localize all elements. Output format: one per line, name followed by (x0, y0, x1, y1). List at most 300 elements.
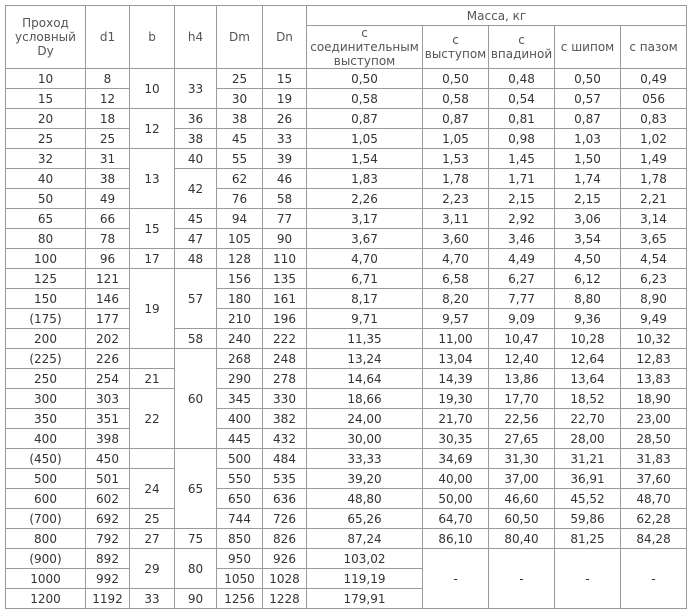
cell-m1: 65,26 (307, 509, 423, 529)
cell-dn: 77 (263, 209, 307, 229)
cell-m3: 0,81 (489, 109, 555, 129)
cell-d1: 12 (86, 89, 130, 109)
cell-h4: 58 (175, 329, 217, 349)
cell-d1: 121 (86, 269, 130, 289)
cell-dy: (700) (6, 509, 86, 529)
cell-d1: 501 (86, 469, 130, 489)
cell-h4: 33 (175, 69, 217, 109)
cell-dm: 550 (217, 469, 263, 489)
cell-m2: 86,10 (423, 529, 489, 549)
cell-m5: 9,49 (621, 309, 687, 329)
header-row-1 (6, 6, 687, 26)
cell-dm: 76 (217, 189, 263, 209)
cell-m4: 2,15 (555, 189, 621, 209)
cell-m2: 21,70 (423, 409, 489, 429)
table-row (6, 129, 687, 149)
cell-dn: 535 (263, 469, 307, 489)
cell-m5: 84,28 (621, 529, 687, 549)
cell-m3: 0,98 (489, 129, 555, 149)
cell-d1: 66 (86, 209, 130, 229)
cell-d1: 892 (86, 549, 130, 569)
cell-dn: 33 (263, 129, 307, 149)
cell-b: 29 (130, 549, 175, 589)
cell-m3: 12,40 (489, 349, 555, 369)
table-row (6, 329, 687, 349)
header-d1: d1 (86, 6, 130, 69)
cell-m1: 2,26 (307, 189, 423, 209)
cell-h4: 36 (175, 109, 217, 129)
cell-d1: 38 (86, 169, 130, 189)
cell-dm: 62 (217, 169, 263, 189)
table-row (6, 89, 687, 109)
cell-d1: 992 (86, 569, 130, 589)
cell-m1: 24,00 (307, 409, 423, 429)
cell-d1: 146 (86, 289, 130, 309)
cell-dy: 40 (6, 169, 86, 189)
header-mass-raised-face: с соединительным выступом (307, 26, 423, 69)
header-mass: Масса, кг (307, 6, 687, 26)
cell-m2: 40,00 (423, 469, 489, 489)
table-row (6, 549, 687, 569)
cell-m1: 6,71 (307, 269, 423, 289)
cell-m1: 0,50 (307, 69, 423, 89)
cell-dn: 46 (263, 169, 307, 189)
cell-h4: 45 (175, 209, 217, 229)
cell-m2: 0,87 (423, 109, 489, 129)
cell-m5: 18,90 (621, 389, 687, 409)
cell-dy: 350 (6, 409, 86, 429)
cell-m2: 30,35 (423, 429, 489, 449)
cell-dn: 222 (263, 329, 307, 349)
cell-d1: 450 (86, 449, 130, 469)
cell-dm: 38 (217, 109, 263, 129)
cell-b: 12 (130, 109, 175, 149)
cell-dn: 926 (263, 549, 307, 569)
cell-m3: 37,00 (489, 469, 555, 489)
cell-dn: 278 (263, 369, 307, 389)
cell-m4: 10,28 (555, 329, 621, 349)
cell-m4: 1,74 (555, 169, 621, 189)
cell-m3: 0,48 (489, 69, 555, 89)
cell-m5: 6,23 (621, 269, 687, 289)
cell-dn: 726 (263, 509, 307, 529)
header-mass-groove: с пазом (621, 26, 687, 69)
cell-m1: 1,05 (307, 129, 423, 149)
header-dm: Dm (217, 6, 263, 69)
cell-m2: 1,78 (423, 169, 489, 189)
cell-m3: 1,71 (489, 169, 555, 189)
cell-dn: 39 (263, 149, 307, 169)
cell-d1: 8 (86, 69, 130, 89)
cell-d1: 49 (86, 189, 130, 209)
cell-dy: 25 (6, 129, 86, 149)
cell-m2: 64,70 (423, 509, 489, 529)
cell-dn: 1228 (263, 589, 307, 609)
cell-d1: 398 (86, 429, 130, 449)
table-row (6, 449, 687, 469)
cell-m5: 3,65 (621, 229, 687, 249)
cell-d1: 602 (86, 489, 130, 509)
cell-m4: 0,57 (555, 89, 621, 109)
cell-m2: - (423, 549, 489, 609)
cell-dm: 1256 (217, 589, 263, 609)
table-row (6, 429, 687, 449)
cell-m4: 9,36 (555, 309, 621, 329)
cell-dm: 650 (217, 489, 263, 509)
cell-dy: 200 (6, 329, 86, 349)
cell-dn: 90 (263, 229, 307, 249)
cell-d1: 254 (86, 369, 130, 389)
cell-m4: 28,00 (555, 429, 621, 449)
cell-b: 22 (130, 389, 175, 449)
cell-dn: 26 (263, 109, 307, 129)
cell-d1: 792 (86, 529, 130, 549)
cell-m5: 23,00 (621, 409, 687, 429)
cell-h4: 48 (175, 249, 217, 269)
cell-dm: 25 (217, 69, 263, 89)
cell-dm: 345 (217, 389, 263, 409)
table-row (6, 369, 687, 389)
cell-dy: 250 (6, 369, 86, 389)
cell-m3: 31,30 (489, 449, 555, 469)
cell-dn: 58 (263, 189, 307, 209)
cell-b: 15 (130, 209, 175, 249)
header-mass-tongue: с шипом (555, 26, 621, 69)
cell-m4: 3,54 (555, 229, 621, 249)
table-row (6, 209, 687, 229)
cell-m3: 22,56 (489, 409, 555, 429)
cell-h4: 75 (175, 529, 217, 549)
cell-dy: 50 (6, 189, 86, 209)
cell-dm: 744 (217, 509, 263, 529)
cell-dm: 850 (217, 529, 263, 549)
cell-m4: - (555, 549, 621, 609)
cell-h4: 57 (175, 269, 217, 329)
table-row (6, 489, 687, 509)
cell-m1: 0,87 (307, 109, 423, 129)
cell-m4: 1,50 (555, 149, 621, 169)
cell-b: 19 (130, 269, 175, 349)
cell-m3: 7,77 (489, 289, 555, 309)
cell-d1: 202 (86, 329, 130, 349)
cell-dy: (225) (6, 349, 86, 369)
cell-b: 13 (130, 149, 175, 209)
cell-m1: 48,80 (307, 489, 423, 509)
cell-dy: (900) (6, 549, 86, 569)
cell-m3: 3,46 (489, 229, 555, 249)
header-b: b (130, 6, 175, 69)
cell-dy: 125 (6, 269, 86, 289)
cell-b: 24 (130, 469, 175, 509)
cell-h4: 60 (175, 349, 217, 449)
table-row (6, 249, 687, 269)
cell-m5: 31,83 (621, 449, 687, 469)
table-row (6, 509, 687, 529)
cell-b: 21 (130, 369, 175, 389)
cell-m4: 1,03 (555, 129, 621, 149)
cell-dy: 400 (6, 429, 86, 449)
cell-dn: 248 (263, 349, 307, 369)
cell-h4: 38 (175, 129, 217, 149)
table-row (6, 109, 687, 129)
cell-dm: 30 (217, 89, 263, 109)
cell-d1: 303 (86, 389, 130, 409)
cell-m3: 10,47 (489, 329, 555, 349)
cell-m1: 14,64 (307, 369, 423, 389)
cell-m2: 11,00 (423, 329, 489, 349)
table-row (6, 69, 687, 89)
cell-m5: 28,50 (621, 429, 687, 449)
cell-m3: 4,49 (489, 249, 555, 269)
cell-dy: 32 (6, 149, 86, 169)
header-dn: Dn (263, 6, 307, 69)
cell-m1: 103,02 (307, 549, 423, 569)
cell-m3: - (489, 549, 555, 609)
table-body (6, 69, 687, 609)
cell-b: 10 (130, 69, 175, 109)
cell-dy: 1000 (6, 569, 86, 589)
cell-m4: 6,12 (555, 269, 621, 289)
table-row (6, 529, 687, 549)
cell-d1: 351 (86, 409, 130, 429)
cell-h4: 40 (175, 149, 217, 169)
cell-dn: 161 (263, 289, 307, 309)
table-row (6, 309, 687, 329)
cell-m3: 6,27 (489, 269, 555, 289)
cell-m4: 13,64 (555, 369, 621, 389)
cell-m1: 9,71 (307, 309, 423, 329)
cell-m2: 3,11 (423, 209, 489, 229)
cell-m4: 22,70 (555, 409, 621, 429)
cell-dn: 110 (263, 249, 307, 269)
cell-dy: 150 (6, 289, 86, 309)
cell-m4: 4,50 (555, 249, 621, 269)
cell-m3: 2,15 (489, 189, 555, 209)
cell-m4: 3,06 (555, 209, 621, 229)
cell-m1: 30,00 (307, 429, 423, 449)
cell-dy: (175) (6, 309, 86, 329)
cell-h4: 42 (175, 169, 217, 209)
cell-dm: 180 (217, 289, 263, 309)
table-row (6, 289, 687, 309)
cell-m4: 18,52 (555, 389, 621, 409)
cell-m5: 0,83 (621, 109, 687, 129)
cell-dn: 432 (263, 429, 307, 449)
table-row (6, 349, 687, 369)
cell-m2: 3,60 (423, 229, 489, 249)
cell-dy: 600 (6, 489, 86, 509)
cell-b: 27 (130, 529, 175, 549)
cell-m5: 2,21 (621, 189, 687, 209)
cell-d1: 177 (86, 309, 130, 329)
table-row (6, 229, 687, 249)
cell-m2: 0,58 (423, 89, 489, 109)
cell-m1: 179,91 (307, 589, 423, 609)
cell-m1: 11,35 (307, 329, 423, 349)
cell-m4: 36,91 (555, 469, 621, 489)
cell-m5: 1,78 (621, 169, 687, 189)
cell-m5: 056 (621, 89, 687, 109)
cell-m2: 50,00 (423, 489, 489, 509)
cell-dn: 196 (263, 309, 307, 329)
cell-dn: 135 (263, 269, 307, 289)
cell-m2: 9,57 (423, 309, 489, 329)
cell-m4: 8,80 (555, 289, 621, 309)
cell-m2: 0,50 (423, 69, 489, 89)
cell-m5: 4,54 (621, 249, 687, 269)
table-row (6, 469, 687, 489)
cell-dn: 330 (263, 389, 307, 409)
cell-m5: 37,60 (621, 469, 687, 489)
cell-m1: 119,19 (307, 569, 423, 589)
cell-h4: 47 (175, 229, 217, 249)
cell-dy: 10 (6, 69, 86, 89)
cell-m2: 19,30 (423, 389, 489, 409)
cell-dy: 1200 (6, 589, 86, 609)
cell-m5: 8,90 (621, 289, 687, 309)
cell-dm: 268 (217, 349, 263, 369)
cell-m1: 3,17 (307, 209, 423, 229)
cell-dy: 15 (6, 89, 86, 109)
cell-m3: 60,50 (489, 509, 555, 529)
cell-dm: 105 (217, 229, 263, 249)
cell-m5: 1,49 (621, 149, 687, 169)
cell-dy: 80 (6, 229, 86, 249)
cell-m5: 0,49 (621, 69, 687, 89)
cell-dm: 94 (217, 209, 263, 229)
flange-mass-table (5, 5, 687, 609)
cell-h4: 65 (175, 449, 217, 529)
cell-dm: 45 (217, 129, 263, 149)
cell-d1: 1192 (86, 589, 130, 609)
table-row (6, 269, 687, 289)
cell-dy: (450) (6, 449, 86, 469)
cell-dy: 800 (6, 529, 86, 549)
cell-dm: 128 (217, 249, 263, 269)
cell-m3: 0,54 (489, 89, 555, 109)
cell-d1: 96 (86, 249, 130, 269)
cell-d1: 18 (86, 109, 130, 129)
table-row (6, 409, 687, 429)
cell-m5: 48,70 (621, 489, 687, 509)
cell-dm: 210 (217, 309, 263, 329)
cell-m3: 46,60 (489, 489, 555, 509)
header-mass-female: с впадиной (489, 26, 555, 69)
cell-m3: 13,86 (489, 369, 555, 389)
header-h4: h4 (175, 6, 217, 69)
cell-m4: 31,21 (555, 449, 621, 469)
cell-b (130, 449, 175, 469)
cell-b: 17 (130, 249, 175, 269)
cell-dy: 65 (6, 209, 86, 229)
cell-b (130, 349, 175, 369)
cell-m4: 59,86 (555, 509, 621, 529)
cell-m3: 2,92 (489, 209, 555, 229)
cell-m2: 14,39 (423, 369, 489, 389)
cell-dm: 156 (217, 269, 263, 289)
cell-b: 25 (130, 509, 175, 529)
cell-m4: 0,87 (555, 109, 621, 129)
cell-h4: 90 (175, 589, 217, 609)
cell-dm: 290 (217, 369, 263, 389)
cell-b: 33 (130, 589, 175, 609)
cell-dn: 382 (263, 409, 307, 429)
cell-dm: 500 (217, 449, 263, 469)
cell-m5: 1,02 (621, 129, 687, 149)
cell-dy: 20 (6, 109, 86, 129)
cell-dm: 55 (217, 149, 263, 169)
cell-d1: 25 (86, 129, 130, 149)
cell-m2: 1,05 (423, 129, 489, 149)
cell-dy: 300 (6, 389, 86, 409)
cell-m5: 12,83 (621, 349, 687, 369)
cell-m2: 13,04 (423, 349, 489, 369)
cell-m4: 81,25 (555, 529, 621, 549)
cell-d1: 692 (86, 509, 130, 529)
cell-m5: 13,83 (621, 369, 687, 389)
cell-m4: 45,52 (555, 489, 621, 509)
cell-m4: 0,50 (555, 69, 621, 89)
cell-m1: 33,33 (307, 449, 423, 469)
cell-dn: 1028 (263, 569, 307, 589)
table-row (6, 389, 687, 409)
cell-m2: 6,58 (423, 269, 489, 289)
cell-m1: 1,83 (307, 169, 423, 189)
cell-m3: 27,65 (489, 429, 555, 449)
cell-d1: 31 (86, 149, 130, 169)
cell-dy: 100 (6, 249, 86, 269)
cell-dm: 950 (217, 549, 263, 569)
cell-m3: 80,40 (489, 529, 555, 549)
cell-h4: 80 (175, 549, 217, 589)
cell-d1: 226 (86, 349, 130, 369)
cell-m1: 1,54 (307, 149, 423, 169)
cell-m3: 1,45 (489, 149, 555, 169)
table-row (6, 169, 687, 189)
header-mass-male: с выступом (423, 26, 489, 69)
cell-dm: 240 (217, 329, 263, 349)
cell-m5: 3,14 (621, 209, 687, 229)
cell-m2: 1,53 (423, 149, 489, 169)
cell-m1: 8,17 (307, 289, 423, 309)
cell-m1: 87,24 (307, 529, 423, 549)
table-row (6, 189, 687, 209)
cell-m1: 39,20 (307, 469, 423, 489)
cell-dn: 636 (263, 489, 307, 509)
cell-m2: 2,23 (423, 189, 489, 209)
cell-m1: 0,58 (307, 89, 423, 109)
cell-m1: 4,70 (307, 249, 423, 269)
cell-m2: 4,70 (423, 249, 489, 269)
cell-dn: 484 (263, 449, 307, 469)
cell-dn: 826 (263, 529, 307, 549)
cell-m2: 34,69 (423, 449, 489, 469)
header-dy: Проход условный Dy (6, 6, 86, 69)
cell-d1: 78 (86, 229, 130, 249)
cell-m1: 3,67 (307, 229, 423, 249)
cell-m2: 8,20 (423, 289, 489, 309)
cell-m3: 9,09 (489, 309, 555, 329)
cell-dm: 445 (217, 429, 263, 449)
cell-dn: 19 (263, 89, 307, 109)
cell-m1: 18,66 (307, 389, 423, 409)
cell-dm: 400 (217, 409, 263, 429)
cell-dm: 1050 (217, 569, 263, 589)
cell-m5: 10,32 (621, 329, 687, 349)
cell-m4: 12,64 (555, 349, 621, 369)
cell-m3: 17,70 (489, 389, 555, 409)
cell-dn: 15 (263, 69, 307, 89)
